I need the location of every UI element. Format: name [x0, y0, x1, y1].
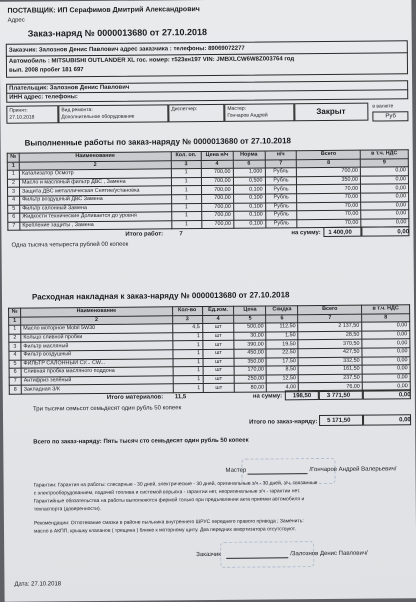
works-sum-vat: 0,00 [397, 229, 410, 236]
table-cell: 4,00 [267, 383, 299, 392]
table-cell: 2 [9, 334, 21, 343]
table-cell: 1 [171, 169, 201, 178]
column-header: в т.ч. НДС [362, 305, 410, 314]
column-index: 3 [172, 315, 202, 324]
table-cell: Рубль [265, 185, 297, 194]
vehicle-year-mileage: вып. 2008 пробег 181 697 [8, 67, 84, 74]
table-cell: 17,50 [266, 357, 298, 366]
parts-sum-label: на сумму: [252, 393, 283, 400]
vehicle-line: Автомобиль : MITSUBISHI OUTLANDER XL гос. номер: т523кн197 VIN: JMBXLCW6W8Z003764 год [8, 56, 295, 65]
table-cell: 1,000 [233, 168, 265, 177]
parts-total-count: 11,5 [174, 394, 187, 401]
master-label: Мастер: [227, 105, 247, 112]
table-cell: 5 [9, 360, 21, 369]
table-cell: 70,00 [297, 193, 361, 202]
table-cell: 0,100 [233, 194, 265, 203]
table-cell: 170,00 [235, 366, 267, 375]
table-cell: 1 [173, 367, 203, 376]
table-cell: 700,00 [201, 203, 233, 212]
table-cell: 700,00 [201, 168, 233, 177]
column-header: № [9, 308, 21, 317]
master-value: Гончаров Андрей [227, 112, 268, 119]
table-cell: шт [202, 349, 234, 358]
table-cell: 332,50 [298, 357, 362, 366]
table-cell: Рубль [265, 168, 297, 177]
table-cell: 700,00 [201, 186, 233, 195]
table-cell: Сливная пробка масляного поддона [21, 367, 173, 377]
table-cell: 700,00 [201, 211, 233, 220]
column-index: 8 [297, 159, 361, 168]
parts-title: Расходная накладная к заказ-наряду № 0000013680 от 27.10.2018 [31, 290, 290, 302]
table-cell: 0,00 [361, 210, 409, 219]
works-sum-words: Одна тысяча четыреста рублей 00 копеек [11, 241, 129, 249]
parts-table [8, 304, 411, 394]
table-cell: Фильтр воздушный [21, 350, 173, 360]
works-title: Выполненные работы по заказ-наряду № 0000013680 от 27.10.2018 [24, 136, 292, 148]
table-cell: 0,00 [361, 176, 409, 185]
table-cell: 1 [171, 195, 201, 204]
parts-sum-value: 3 771,50 [326, 392, 351, 399]
table-cell: 112,50 [266, 323, 298, 332]
table-cell: 22,50 [266, 349, 298, 358]
table-cell: Защита ДВС металлическая Снятие/установка [19, 186, 171, 196]
supplier-line: ПОСТАВЩИК: ИП Серафимов Дмитрий Александрович [7, 6, 200, 15]
table-cell: 1 [173, 375, 203, 384]
column-header: в т.ч. НДС [360, 150, 408, 159]
column-index: 2 [19, 160, 171, 170]
table-cell: 0,100 [233, 220, 265, 229]
table-cell: 0,00 [361, 193, 409, 202]
table-cell: 0,00 [361, 218, 409, 227]
table-cell: 427,50 [298, 348, 362, 357]
table-cell: 700,00 [297, 167, 361, 176]
table-cell: 1 [7, 170, 19, 179]
column-header: № [7, 153, 19, 162]
column-index: 5 [234, 315, 266, 324]
column-index: 4 [202, 315, 234, 324]
table-cell: Рубль [265, 194, 297, 203]
accepted-label: Принят: [9, 107, 28, 114]
column-index: 3 [171, 160, 201, 169]
table-cell: Рубль [265, 202, 297, 211]
works-total-count: 7 [179, 231, 183, 238]
table-cell: шт [203, 366, 235, 375]
table-cell: 0,00 [361, 184, 409, 193]
table-cell: 0,100 [233, 211, 265, 220]
table-cell: 0,00 [361, 201, 409, 210]
column-header: Кол-во [172, 307, 202, 316]
column-index: 7 [265, 159, 297, 168]
parts-sum-vat: 0,00 [398, 392, 411, 399]
table-cell: Рубль [265, 211, 297, 220]
table-cell: 0,00 [362, 348, 410, 357]
table-cell: 1 [171, 177, 201, 186]
table-cell: 350,00 [234, 358, 266, 367]
table-cell: 1,50 [266, 331, 298, 340]
table-cell: 12,50 [267, 374, 299, 383]
table-cell: Фильтр воздушный ДВС Замена [20, 195, 172, 205]
guarantee-text: Гарантии: Гарантия на работы: слесарные - 30 дней, электрические - 30 дней, оригинальные з/ч - 30 дней, з/ч, связанные [33, 480, 318, 489]
table-cell: 1 [171, 212, 201, 221]
table-cell: 0,100 [233, 185, 265, 194]
payer-inn-line: ИНН адрес: телефоны: [9, 94, 78, 101]
column-index: 8 [362, 313, 410, 322]
table-cell: 80,00 [235, 383, 267, 392]
column-index: 9 [360, 158, 408, 167]
table-cell: 350,00 [297, 176, 361, 185]
table-cell: шт [203, 375, 235, 384]
guarantee-text: с электрооборудованием, подачей топлива и системой впрыска - гарантии нет, неоригинальные з/ч - гарантии нет. [33, 488, 301, 497]
column-index: 4 [201, 160, 233, 169]
master-signature-name: /Гончаров Андрей Валерьевич/ [309, 466, 397, 474]
table-cell: шт [202, 341, 234, 350]
column-header: Норма [233, 151, 265, 160]
table-cell: 450,00 [234, 349, 266, 358]
repair-type-value: Дополнительное оборудование [61, 113, 135, 121]
table-cell: 250,00 [235, 375, 267, 384]
column-header: Скидка [266, 306, 298, 315]
column-header: Цена н/ч [201, 151, 233, 160]
table-cell: шт [203, 358, 235, 367]
table-cell: 7 [8, 222, 20, 231]
master-signature-label: Мастер [225, 467, 247, 474]
table-cell: 1 [172, 332, 202, 341]
guarantee-text: техпаспорта (доверенности). [33, 505, 102, 513]
table-cell: Закладная З/К [21, 384, 173, 394]
column-header: Наименование [19, 152, 171, 162]
table-cell: 1 [173, 358, 203, 367]
table-cell: 70,00 [297, 202, 361, 211]
table-cell: 1 [171, 186, 201, 195]
table-cell: 4 [9, 351, 21, 360]
column-index: 6 [233, 160, 265, 169]
table-cell: 28,50 [298, 331, 362, 340]
table-cell: 1 [9, 325, 21, 334]
column-index: 2 [21, 315, 173, 325]
table-cell: 5 [8, 205, 20, 214]
table-cell: 1 [173, 350, 203, 359]
table-cell: 0,00 [362, 339, 410, 348]
recommendations-text: масло в АКПП, крышку клапанов ( трещина ) ближе к моторному щиту. Два передних амортизатора отсутствуют. [33, 526, 296, 535]
table-cell: 70,00 [297, 219, 361, 228]
status-value: Закрыт [316, 106, 346, 117]
table-cell: 1 [173, 384, 203, 393]
works-sum-label: на сумму: [291, 230, 321, 237]
table-cell: шт [202, 323, 234, 332]
currency-label: в валюте [372, 103, 394, 110]
table-cell: 70,00 [297, 210, 361, 219]
table-cell: 0,00 [362, 356, 410, 365]
table-cell: 6 [9, 368, 21, 377]
guarantee-text: Гарантийные обязательства на работы выполняются фирмой только при предъявлении акта приемки автомобиля и [33, 496, 305, 505]
table-cell: 8,50 [266, 366, 298, 375]
currency-value: Руб [385, 113, 396, 120]
parts-sum-words: Три тысячи семьсот семьдесят один рубль 50 копеек [32, 405, 182, 413]
parts-total-label: Итого материалов: [106, 394, 164, 401]
table-cell: Фильтр масляный [21, 341, 173, 351]
table-cell: Рубль [265, 177, 297, 186]
table-cell: 3 [9, 343, 21, 352]
table-cell: Жидкости технические Доливается до уровня [20, 212, 172, 222]
works-total-label: Итого работ: [125, 231, 164, 238]
table-cell: 8 [9, 385, 21, 394]
table-cell: Масло моторное Mobil 5W30 [21, 324, 173, 334]
table-cell: 19,50 [266, 340, 298, 349]
table-cell: 3 [8, 188, 20, 197]
table-cell: ФИЛЬТР САЛОННЫЙ СУ... CW... [21, 358, 173, 368]
table-cell: шт [203, 384, 235, 393]
table-cell: 700,00 [201, 177, 233, 186]
table-cell: 161,50 [298, 365, 362, 374]
table-cell: Катализатор Осмотр [19, 169, 171, 179]
table-cell: 0,500 [233, 177, 265, 186]
table-cell: Масло и масляный фильтр ДВС , Замена [19, 178, 171, 188]
column-index: 6 [266, 314, 298, 323]
table-cell: 0,00 [362, 322, 410, 331]
grand-total-label: Итого по заказ-наряду: [249, 419, 318, 426]
table-cell: 700,00 [201, 220, 233, 229]
table-cell: 1 [172, 220, 202, 229]
table-cell: 4,5 [172, 324, 202, 333]
grand-total-vat: 0,00 [399, 417, 411, 424]
column-header: Кол. оп. [171, 152, 201, 161]
column-header: Цена [234, 306, 266, 315]
table-cell: 0,00 [362, 382, 410, 391]
dispatcher-label: Диспетчер: [171, 106, 198, 113]
table-cell: 0,00 [362, 373, 410, 382]
document-date: Дата: 27.10.2018 [14, 581, 62, 588]
table-cell: 500,00 [234, 323, 266, 332]
table-cell: 370,50 [298, 340, 362, 349]
parts-sum-discount: 198,50 [292, 393, 312, 400]
table-cell: 76,00 [299, 383, 363, 392]
repair-type-label: Вид ремонта: [61, 106, 93, 114]
table-cell: 700,00 [201, 194, 233, 203]
works-table [7, 149, 410, 231]
column-header: Всего [298, 305, 362, 314]
table-cell: 0,00 [360, 167, 408, 176]
column-header: Наименование [21, 307, 173, 317]
table-cell: 6 [8, 213, 20, 222]
table-cell: 70,00 [297, 185, 361, 194]
table-cell: 0,00 [362, 331, 410, 340]
column-header: Всего [297, 150, 361, 159]
table-cell: Кольцо сливной пробки [21, 333, 173, 343]
table-cell: 1 [171, 203, 201, 212]
column-index: 1 [7, 162, 19, 171]
table-cell: 0,100 [233, 203, 265, 212]
table-cell: 30,00 [234, 332, 266, 341]
table-cell: 2 137,50 [298, 322, 362, 331]
table-cell: Фильтр салонный Замена [20, 203, 172, 213]
supplier-address: Адрес [7, 17, 25, 24]
table-cell: шт [202, 332, 234, 341]
table-cell: 390,00 [234, 340, 266, 349]
table-cell: 1 [172, 341, 202, 350]
table-cell: 7 [9, 377, 21, 386]
table-cell: 0,00 [362, 365, 410, 374]
grand-total-words: Всего по заказ-наряду: Пять тысяч сто семьдесят один рубль 50 копеек [33, 437, 249, 446]
table-cell: 2 [7, 179, 19, 188]
customer-signature-name: /Залознов Денис Павлович/ [290, 550, 368, 558]
customer-signature-label: Заказчик [196, 551, 221, 559]
column-header: н/ч [265, 151, 297, 160]
works-sum-value: 1 400,00 [328, 229, 352, 236]
table-cell: Крепление защиты , Замена [20, 221, 172, 231]
recommendations-text: Рекомендации: Отпотевание смазки в районе пыльника внутреннего ШРУС переднего правого привода ; Заменить: [33, 518, 304, 527]
column-header: Ед.изм. [202, 306, 234, 315]
table-cell: Антифриз зелёный [21, 376, 173, 386]
column-index: 1 [9, 317, 21, 326]
grand-total-value: 5 171,50 [327, 417, 351, 424]
accepted-date: 27.10.2018 [9, 114, 35, 121]
table-cell: Рубль [265, 219, 297, 228]
table-cell: 4 [8, 196, 20, 205]
column-index: 7 [298, 314, 362, 323]
document-title: Заказ-наряд № 0000013680 от 27.10.2018 [27, 26, 208, 39]
table-cell: 237,50 [298, 374, 362, 383]
payer-line: Плательщик: Залознов Денис Павлович [9, 84, 130, 92]
customer-line: Заказчик: Залознов Денис Павлович адрес заказчика : телефоны: 89069072277 [8, 45, 245, 54]
